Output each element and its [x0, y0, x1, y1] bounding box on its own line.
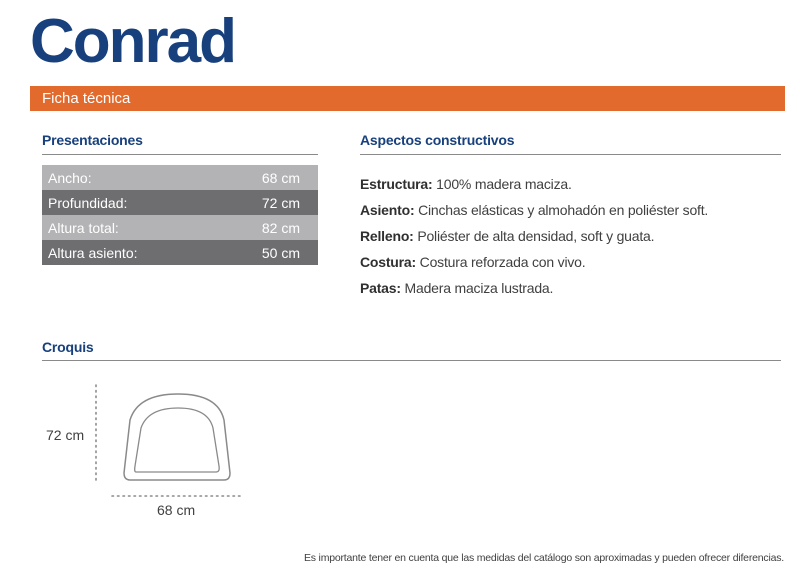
aspect-costura	[360, 254, 585, 270]
aspect-label: Patas:	[360, 280, 401, 296]
aspect-text: Costura reforzada con vivo.	[415, 254, 586, 270]
aspect-label: Costura:	[360, 254, 416, 270]
aspect-relleno	[360, 228, 654, 244]
croquis-divider	[42, 360, 781, 361]
width-label: 68 cm	[157, 502, 196, 518]
spec-label: Altura asiento:	[48, 244, 138, 261]
presentaciones-heading: Presentaciones	[42, 132, 143, 148]
depth-label: 72 cm	[46, 427, 85, 443]
aspect-patas	[360, 280, 553, 296]
aspectos-divider	[360, 154, 781, 155]
product-title: Conrad	[30, 7, 235, 76]
aspect-text: 100% madera maciza.	[432, 176, 572, 192]
armchair-sketch	[90, 380, 250, 500]
disclaimer-footnote: Es importante tener en cuenta que las medidas del catálogo son aproximadas y pueden ofrecer diferencias.	[303, 552, 784, 564]
aspect-label: Relleno:	[360, 228, 414, 244]
aspectos-heading: Aspectos constructivos	[360, 132, 515, 148]
aspect-text: Madera maciza lustrada.	[400, 280, 554, 296]
presentaciones-table	[42, 165, 318, 265]
spec-value: 82 cm	[261, 219, 300, 236]
presentaciones-divider	[42, 154, 318, 155]
aspect-estructura	[360, 176, 572, 192]
spec-row-ancho	[42, 165, 318, 190]
aspect-text: Poliéster de alta densidad, soft y guata.	[413, 228, 655, 244]
spec-row-altura-asiento	[42, 240, 318, 265]
armchair-seat-outline	[135, 408, 220, 472]
spec-value: 68 cm	[261, 169, 300, 186]
spec-label: Altura total:	[48, 219, 119, 236]
aspect-asiento	[360, 202, 708, 218]
ficha-tecnica-banner	[30, 86, 785, 111]
spec-label: Ancho:	[48, 169, 92, 186]
banner-label: Ficha técnica	[42, 90, 131, 107]
spec-row-profundidad	[42, 190, 318, 215]
spec-row-altura-total	[42, 215, 318, 240]
croquis-heading: Croquis	[42, 339, 94, 355]
aspect-text: Cinchas elásticas y almohadón en poliéster soft.	[414, 202, 709, 218]
spec-label: Profundidad:	[48, 194, 128, 211]
spec-value: 50 cm	[261, 244, 300, 261]
aspect-label: Estructura:	[360, 176, 433, 192]
spec-value: 72 cm	[261, 194, 300, 211]
aspect-label: Asiento:	[360, 202, 415, 218]
